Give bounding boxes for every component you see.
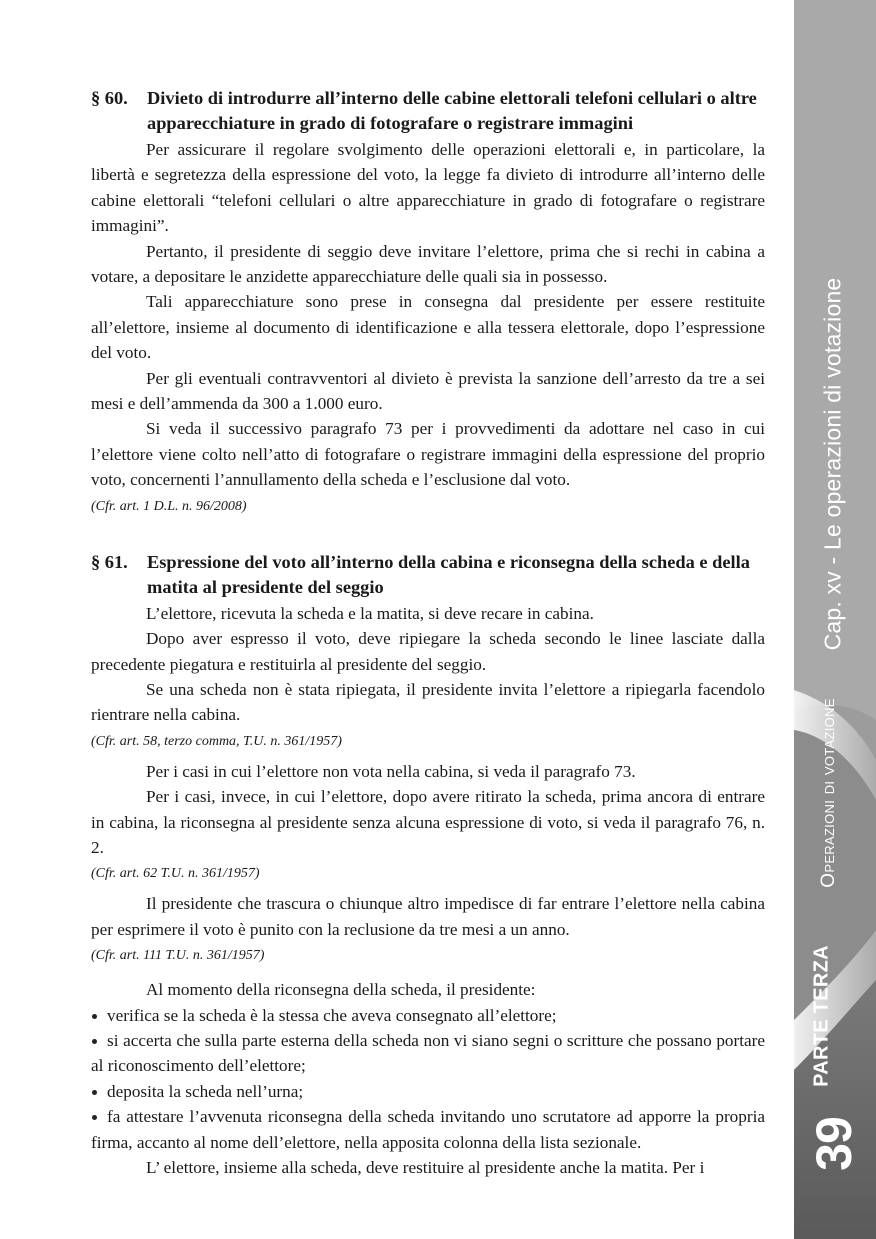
paragraph: Per i casi in cui l’elettore non vota nella cabina, si veda il paragrafo 73. [146,761,636,781]
bullet-icon [92,1039,97,1044]
part-label: PARTE TERZA [810,945,833,1087]
bullet-list [91,1003,765,1155]
section-60-title: Divieto di introdurre all’interno delle cabine elettorali telefoni cellulari o altre apparecchiature in grado di fotografare o registrare immagini [147,88,757,133]
section-spacer [91,524,765,550]
section-60-number: § 60. [91,88,128,108]
list-item-text: deposita la scheda nell’urna; [107,1081,304,1101]
legal-reference: (Cfr. art. 111 T.U. n. 361/1957) [91,948,265,964]
legal-reference: (Cfr. art. 58, terzo comma, T.U. n. 361/1957) [91,733,342,749]
bullet-icon [92,1115,97,1120]
list-item [91,1079,765,1104]
bullet-icon [92,1014,97,1019]
list-item [91,1104,765,1155]
section-61-number: § 61. [91,551,128,572]
paragraph: L’elettore, ricevuta la scheda e la matita, si deve recare in cabina. [146,603,594,623]
chapter-label: Cap. xv - Le operazioni di votazione [819,277,846,651]
section-60-heading [91,86,765,136]
main-text-column [91,86,765,1180]
paragraph: Per gli eventuali contravventori al divieto è prevista la sanzione dell’arresto da tre a sei mesi e dell’ammenda da 300 a 1.000 euro. [91,368,765,414]
paragraph: Se una scheda non è stata ripiegata, il presidente invita l’elettore a ripiegarla facendolo rientrare nella cabina. [91,679,765,725]
list-item [91,1028,765,1079]
section-61-title: Espressione del voto all’interno della cabina e riconsegna della scheda e della matita al presidente del seggio [147,551,750,597]
list-item-text: verifica se la scheda è la stessa che aveva consegnato all’elettore; [107,1005,557,1025]
paragraph: Per assicurare il regolare svolgimento delle operazioni elettorali e, in particolare, la libertà e segretezza della espressione del voto, la legge fa divieto di introdurre all’interno delle cabine elettorali “telefoni cellulari o altre apparecchiature in grado di fotografare o registrare immagini”. [91,140,765,236]
paragraph: Si veda il successivo paragrafo 73 per i provvedimenti da adottare nel caso in cui l’elettore viene colto nell’atto di fotografare o registrare immagini della espressione del proprio voto, concernenti l’annullamento della scheda e l’esclusione dal voto. [91,419,765,490]
paragraph: Per i casi, invece, in cui l’elettore, dopo avere ritirato la scheda, prima ancora di entrare in cabina, la riconsegna al presidente senza alcuna espressione di voto, si veda il paragrafo 76, n. 2. [91,787,765,857]
list-item-text: fa attestare l’avvenuta riconsegna della scheda invitando uno scrutatore ad apporre la propria firma, accanto al nome dell’elettore, nella apposita colonna della lista sezionale. [91,1107,765,1152]
paragraph: Al momento della riconsegna della scheda, il presidente: [146,980,536,1000]
section-label: Operazioni di votazione [818,698,839,888]
bullet-icon [92,1090,97,1095]
paragraph: Il presidente che trascura o chiunque altro impedisce di far entrare l’elettore nella cabina per esprimere il voto è punito con la reclusione da tre mesi a un anno. [91,894,765,939]
page-number: 39 [806,1117,862,1171]
list-item-text: si accerta che sulla parte esterna della scheda non vi siano segni o scritture che possano portare al riconoscimento dell’elettore; [91,1030,765,1076]
section-61-heading [91,550,765,600]
legal-reference: (Cfr. art. 1 D.L. n. 96/2008) [91,498,247,514]
paragraph: Tali apparecchiature sono prese in consegna dal presidente per essere restituite all’elettore, insieme al documento di identificazione e alla tessera elettorale, dopo l’espressione del voto. [91,292,765,363]
paragraph: L’ elettore, insieme alla scheda, deve restituire al presidente anche la matita. Per i [146,1158,705,1177]
paragraph: Dopo aver espresso il voto, deve ripiegare la scheda secondo le linee lasciate dalla precedente piegatura e restituirla al presidente del seggio. [91,629,765,674]
legal-reference: (Cfr. art. 62 T.U. n. 361/1957) [91,866,260,882]
paragraph: Pertanto, il presidente di seggio deve invitare l’elettore, prima che si rechi in cabina a votare, a depositare le anzidette apparecchiature delle quali sia in possesso. [91,241,765,287]
list-item [91,1003,765,1028]
